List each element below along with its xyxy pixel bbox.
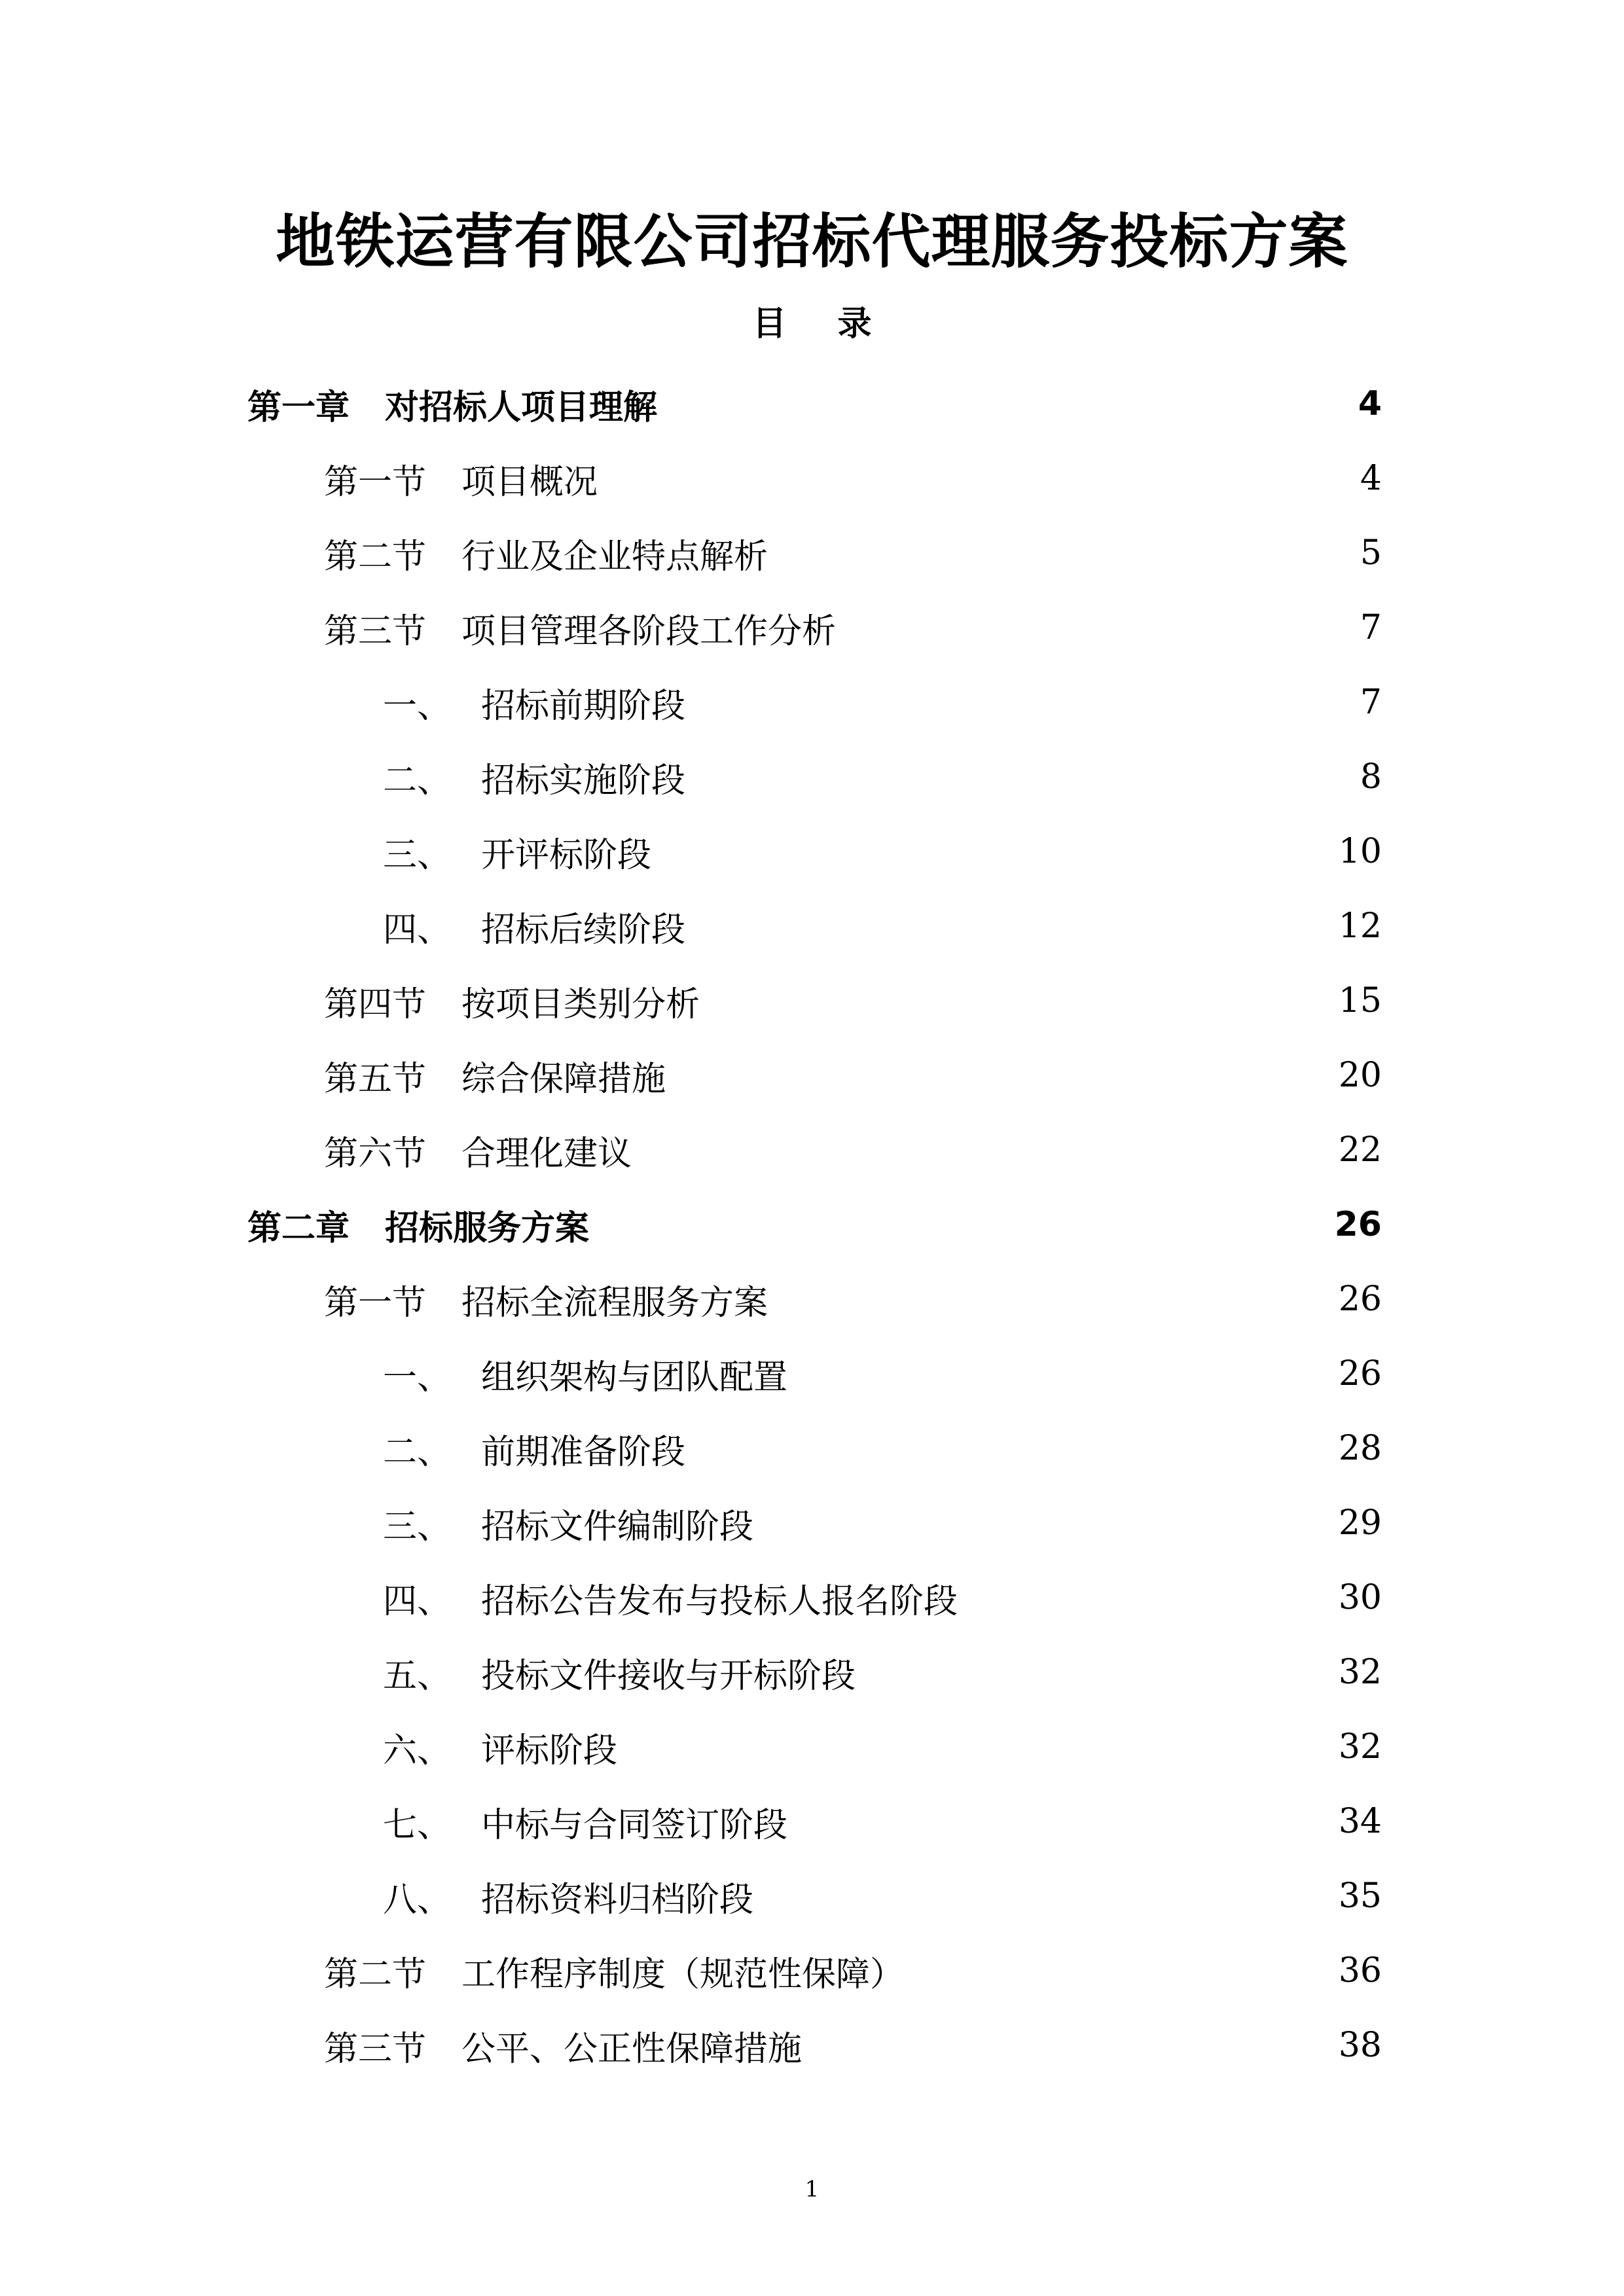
toc-entry-page: 15 <box>1338 981 1382 1020</box>
toc-dot-leader <box>660 832 1328 871</box>
toc-entry-number: 五、 <box>383 1656 452 1696</box>
toc-entry-label: 招标实施阶段 <box>481 761 686 800</box>
toc-dot-leader <box>913 1951 1328 1990</box>
toc-entry[interactable] <box>324 1262 1382 1336</box>
toc-entry[interactable] <box>247 1187 1382 1262</box>
toc-entry[interactable] <box>324 1933 1382 2008</box>
toc-entry-number: 一、 <box>383 1357 452 1397</box>
toc-entry-number: 六、 <box>383 1731 452 1770</box>
toc-dot-leader <box>695 683 1350 722</box>
toc-entry-number: 第二节 <box>324 1954 427 1994</box>
toc-entry-number: 第二节 <box>324 537 427 577</box>
toc-entry-number: 八、 <box>383 1880 452 1920</box>
toc-entry-label: 招标公告发布与投标人报名阶段 <box>481 1581 958 1621</box>
toc-entry[interactable] <box>383 1560 1382 1635</box>
toc-entry[interactable] <box>383 889 1382 963</box>
toc-entry-page: 5 <box>1360 533 1382 573</box>
toc-entry[interactable] <box>247 367 1382 441</box>
toc-entry[interactable] <box>324 963 1382 1038</box>
toc-dot-leader <box>695 757 1350 797</box>
toc-entry-label: 工作程序制度（规范性保障） <box>461 1954 905 1994</box>
toc-entry-label: 按项目类别分析 <box>461 984 700 1024</box>
toc-entry[interactable] <box>383 1635 1382 1710</box>
toc-entry-page: 26 <box>1334 1205 1382 1244</box>
toc-entry-page: 30 <box>1338 1578 1382 1617</box>
toc-dot-leader <box>865 1653 1328 1692</box>
toc-entry-label: 公平、公正性保障措施 <box>461 2029 803 2069</box>
toc-entry-page: 7 <box>1360 683 1382 722</box>
document-title: 地铁运营有限公司招标代理服务投标方案 <box>276 207 1348 276</box>
toc-entry-page: 35 <box>1338 1876 1382 1916</box>
toc-dot-leader <box>777 533 1350 573</box>
toc-dot-leader <box>797 1354 1328 1393</box>
toc-entry-number: 第一节 <box>324 462 427 502</box>
toc-entry-label: 招标全流程服务方案 <box>461 1283 768 1323</box>
toc-entry-label: 评标阶段 <box>481 1731 618 1770</box>
toc-entry-label: 招标后续阶段 <box>481 910 686 950</box>
toc-dot-leader <box>763 1876 1328 1916</box>
toc-entry-number: 第二章 <box>247 1208 350 1248</box>
toc-entry-number: 三、 <box>383 1507 452 1547</box>
toc-dot-leader <box>709 981 1328 1020</box>
toc-entry-number: 第一节 <box>324 1283 427 1323</box>
toc-entry-number: 三、 <box>383 835 452 875</box>
toc-entry-number: 一、 <box>383 686 452 726</box>
toc-entry-number: 二、 <box>383 761 452 800</box>
toc-entry-page: 26 <box>1338 1280 1382 1319</box>
toc-dot-leader <box>797 1802 1328 1841</box>
toc-entry-page: 36 <box>1338 1951 1382 1990</box>
toc-entry-page: 4 <box>1360 459 1382 498</box>
toc-entry-label: 招标文件编制阶段 <box>481 1507 754 1547</box>
toc-entry-label: 招标资料归档阶段 <box>481 1880 754 1920</box>
toc-dot-leader <box>811 2026 1328 2065</box>
toc-entry-number: 第五节 <box>324 1059 427 1099</box>
toc-entry[interactable] <box>383 814 1382 889</box>
toc-dot-leader <box>641 1130 1328 1170</box>
toc-entry-label: 综合保障措施 <box>461 1059 666 1099</box>
toc-dot-leader <box>675 1056 1328 1095</box>
toc-dot-leader <box>626 1727 1328 1767</box>
toc-dot-leader <box>598 1205 1324 1244</box>
toc-entry-page: 22 <box>1338 1130 1382 1170</box>
toc-entry-number: 七、 <box>383 1805 452 1845</box>
toc-entry-page: 26 <box>1338 1354 1382 1393</box>
toc-entry-page: 32 <box>1338 1653 1382 1692</box>
toc-entry[interactable] <box>383 1784 1382 1859</box>
toc-entry[interactable] <box>324 2008 1382 2083</box>
toc-entry-page: 29 <box>1338 1503 1382 1543</box>
toc-dot-leader <box>695 1429 1328 1468</box>
toc-entry-label: 开评标阶段 <box>481 835 652 875</box>
toc-entry-page: 7 <box>1360 608 1382 647</box>
toc-entry[interactable] <box>383 1486 1382 1560</box>
toc-entry[interactable] <box>324 516 1382 590</box>
toc-dot-leader <box>607 459 1350 498</box>
toc-entry[interactable] <box>383 1411 1382 1486</box>
toc-entry-label: 中标与合同签订阶段 <box>481 1805 788 1845</box>
toc-heading: 目 录 <box>752 304 892 344</box>
toc-entry-number: 二、 <box>383 1432 452 1472</box>
toc-entry-number: 第三节 <box>324 2029 427 2069</box>
toc-entry-page: 8 <box>1360 757 1382 797</box>
toc-entry-label: 招标服务方案 <box>385 1208 590 1248</box>
toc-entry-label: 项目概况 <box>461 462 598 502</box>
toc-dot-leader <box>695 906 1328 946</box>
toc-entry-number: 第三节 <box>324 611 427 651</box>
toc-entry[interactable] <box>383 1336 1382 1411</box>
toc-entry[interactable] <box>324 441 1382 516</box>
toc-entry-label: 项目管理各阶段工作分析 <box>461 611 837 651</box>
toc-entry-label: 招标前期阶段 <box>481 686 686 726</box>
toc-entry-number: 第四节 <box>324 984 427 1024</box>
toc-entry[interactable] <box>383 1710 1382 1784</box>
toc-entry-page: 38 <box>1338 2026 1382 2065</box>
toc-entry-label: 对招标人项目理解 <box>385 387 658 427</box>
toc-entry-label: 行业及企业特点解析 <box>461 537 768 577</box>
toc-entry[interactable] <box>324 1113 1382 1187</box>
toc-entry-label: 投标文件接收与开标阶段 <box>481 1656 856 1696</box>
toc-dot-leader <box>967 1578 1328 1617</box>
toc-dot-leader <box>777 1280 1328 1319</box>
toc-entry-page: 20 <box>1338 1056 1382 1095</box>
toc-entry-page: 10 <box>1338 832 1382 871</box>
toc-entry-label: 合理化建议 <box>461 1134 632 1174</box>
toc-entry[interactable] <box>324 590 1382 665</box>
toc-entry-label: 前期准备阶段 <box>481 1432 686 1472</box>
toc-entry[interactable] <box>324 1038 1382 1113</box>
toc-dot-leader <box>666 384 1348 423</box>
toc-dot-leader <box>845 608 1350 647</box>
toc-entry-label: 组织架构与团队配置 <box>481 1357 788 1397</box>
toc-dot-leader <box>763 1503 1328 1543</box>
toc-entry-number: 第六节 <box>324 1134 427 1174</box>
toc-entry-number: 四、 <box>383 910 452 950</box>
toc-entry[interactable] <box>383 1859 1382 1933</box>
page-number: 1 <box>804 2176 820 2202</box>
toc-entry-number: 第一章 <box>247 387 350 427</box>
toc-entry-page: 28 <box>1338 1429 1382 1468</box>
toc-entry-page: 32 <box>1338 1727 1382 1767</box>
toc-entry-number: 四、 <box>383 1581 452 1621</box>
toc-entry-page: 4 <box>1358 384 1382 423</box>
toc-entry[interactable] <box>383 665 1382 740</box>
toc-entry-page: 12 <box>1338 906 1382 946</box>
toc-entry-page: 34 <box>1338 1802 1382 1841</box>
toc-entry[interactable] <box>383 740 1382 814</box>
